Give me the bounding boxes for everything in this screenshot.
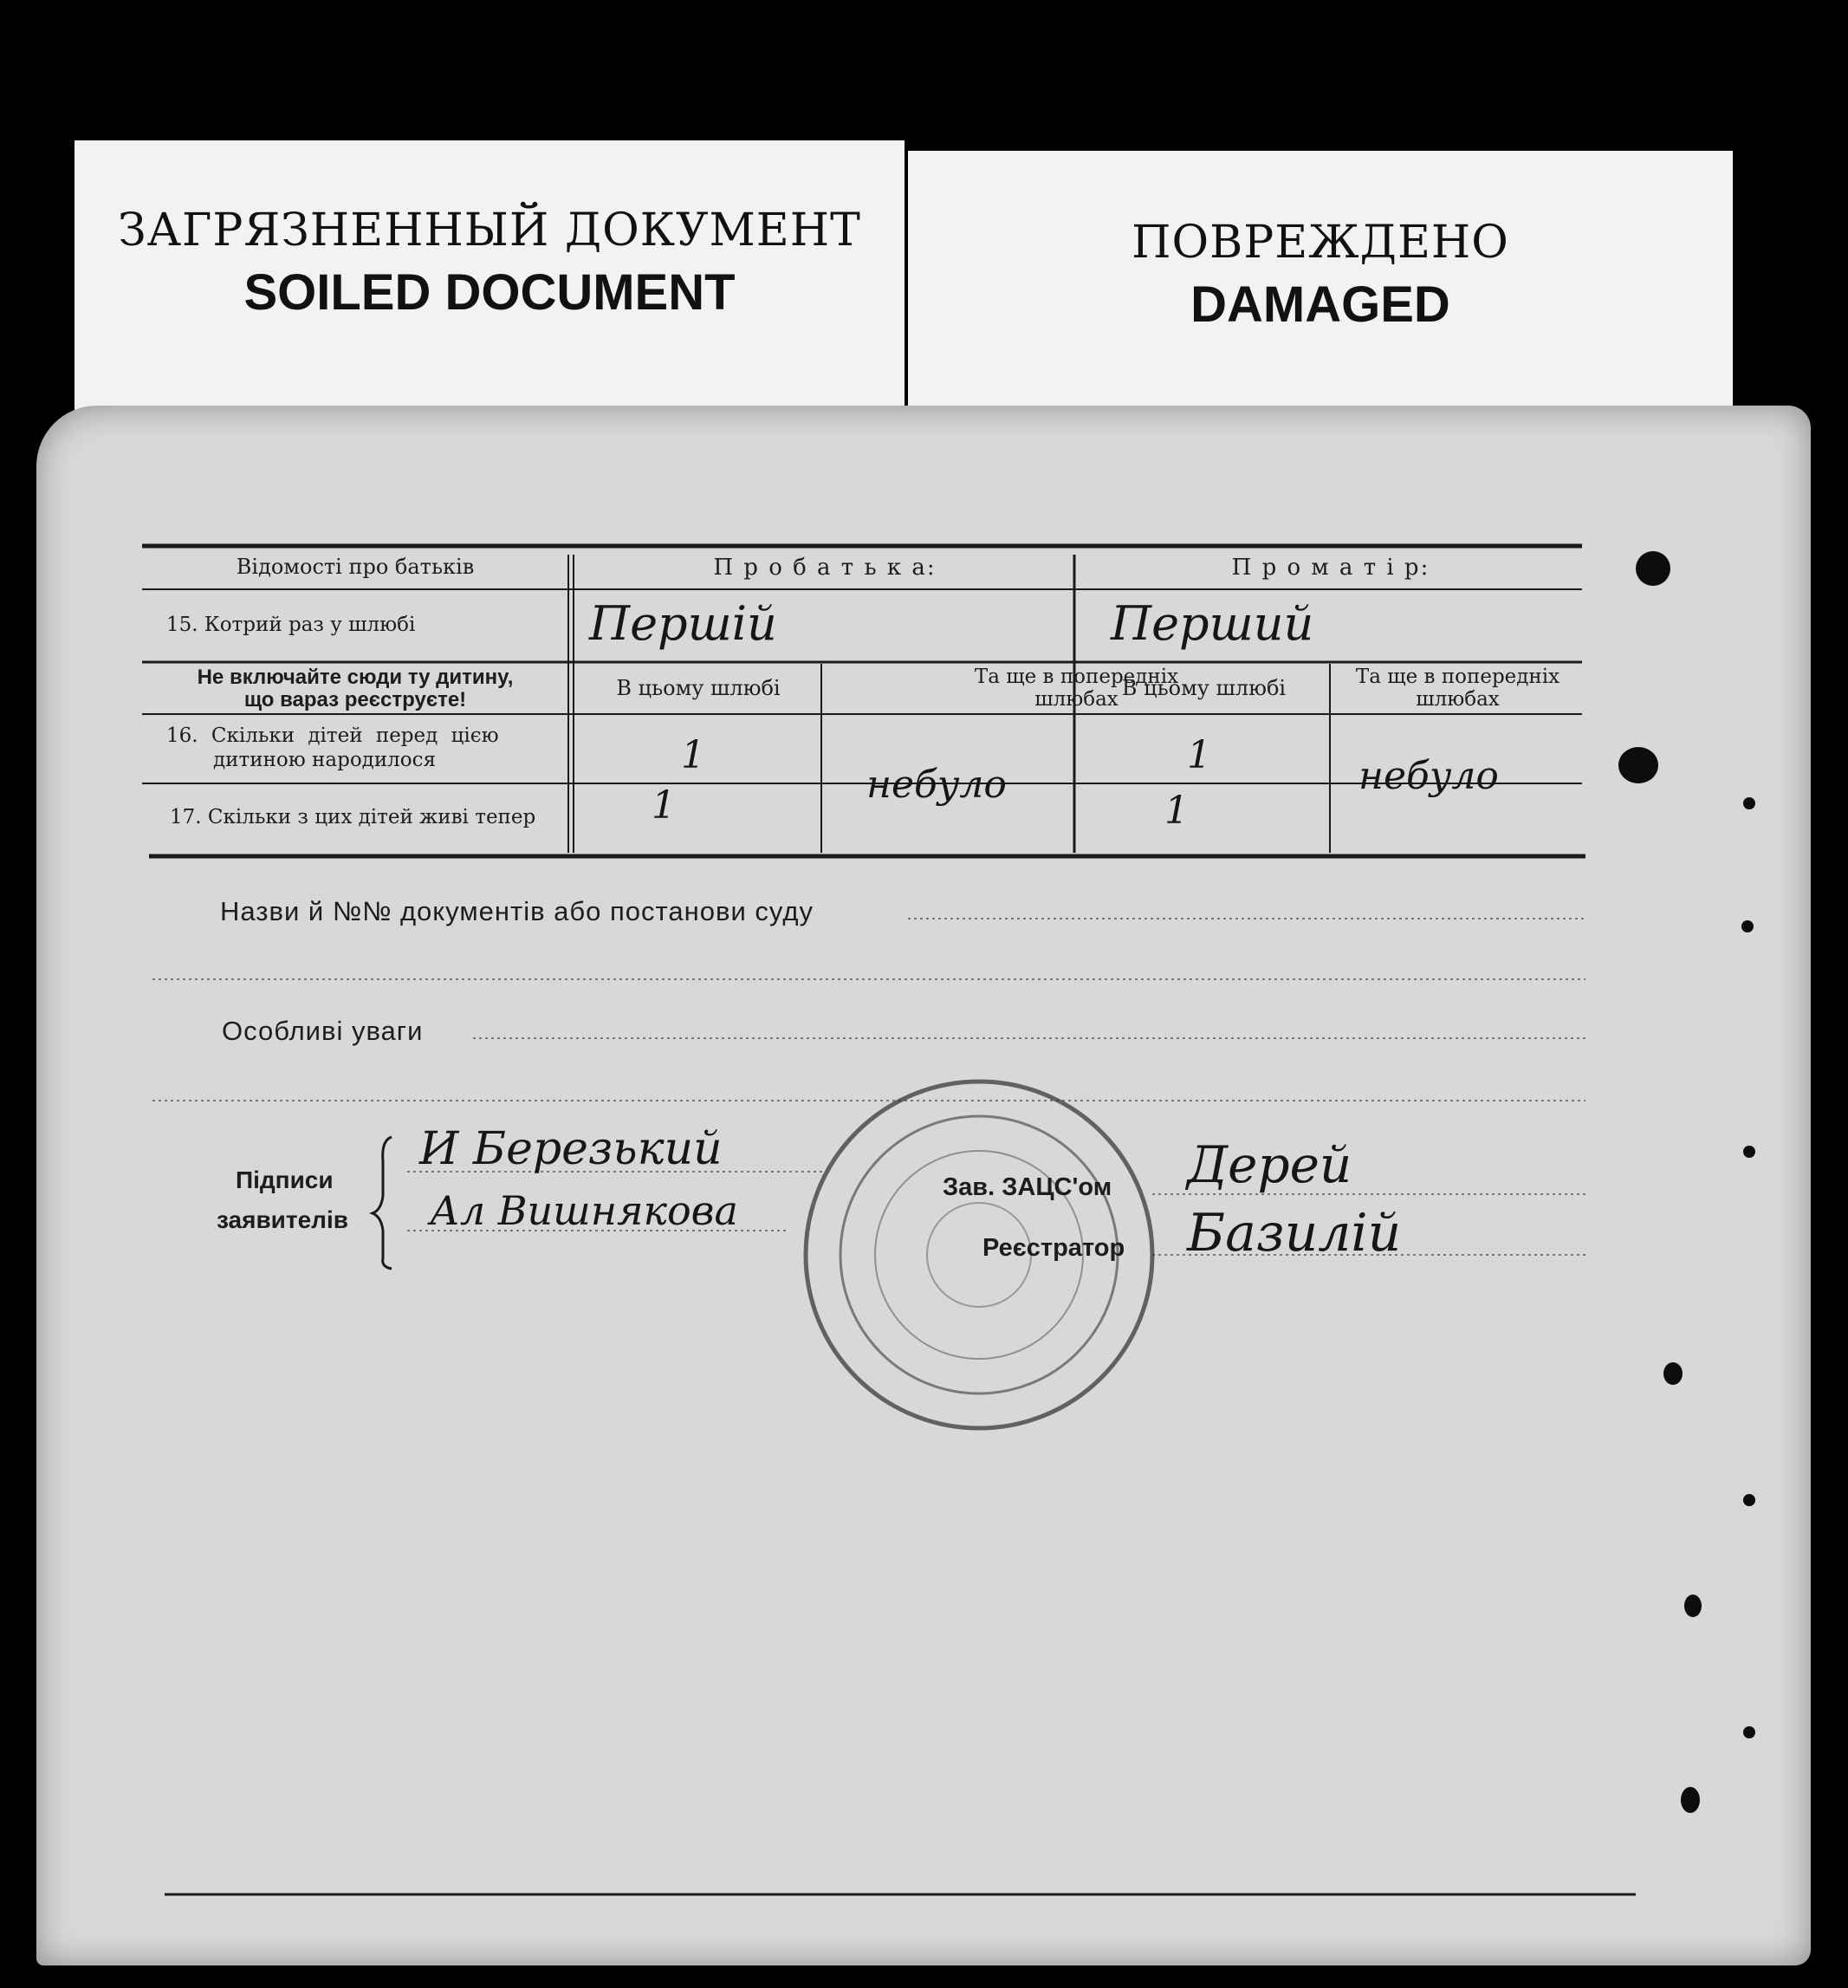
row16-mother-this: 1 bbox=[1187, 733, 1211, 777]
applicant-signature-1: И Березький bbox=[419, 1123, 723, 1175]
table-header-mother: П р о м а т і р: bbox=[1231, 555, 1430, 581]
registrar-signature: Базилій bbox=[1187, 1203, 1402, 1264]
table-header-father: П р о б а т ь к а: bbox=[713, 555, 937, 581]
row17-father-this: 1 bbox=[652, 783, 676, 828]
mother-prev-marriages-header-2: шлюбах bbox=[1416, 688, 1500, 711]
signatures-label-2: заявителів bbox=[217, 1206, 348, 1233]
mother-this-marriage-header: В цьому шлюбі bbox=[1121, 676, 1287, 700]
note-line-2: що вараз реєструєте! bbox=[243, 688, 467, 711]
row16-label-1: 16. Скільки дітей перед цією bbox=[166, 724, 499, 747]
damaged-label-en: DAMAGED bbox=[1190, 276, 1450, 333]
father-prev-marriages-header-1: Та ще в попередніх bbox=[974, 666, 1179, 688]
row17-mother-this: 1 bbox=[1164, 789, 1189, 833]
registrar-label: Реєстратор bbox=[982, 1234, 1125, 1262]
documents-label: Назви й №№ документів або постанови суду bbox=[220, 896, 814, 926]
soiled-label-en: SOILED DOCUMENT bbox=[243, 264, 736, 321]
row15-father-value: Першій bbox=[589, 596, 777, 651]
row17-label: 17. Скільки з цих дітей живі тепер bbox=[170, 806, 536, 828]
damaged-label-ru: ПОВРЕЖДЕНО bbox=[1131, 217, 1509, 269]
row16-father-this: 1 bbox=[681, 733, 705, 777]
table-header-parents-info: Відомості про батьків bbox=[236, 555, 475, 579]
row15-label: 15. Котрий раз у шлюбі bbox=[166, 614, 416, 636]
row16-mother-prev: небуло bbox=[1358, 754, 1499, 798]
applicant-signature-2: Ал Вишнякова bbox=[430, 1187, 738, 1234]
row15-mother-value: Перший bbox=[1111, 596, 1314, 651]
father-this-marriage-header: В цьому шлюбі bbox=[616, 676, 781, 700]
registry-head-label: Зав. ЗАЦС'ом bbox=[943, 1173, 1112, 1201]
row16-father-prev: небуло bbox=[866, 763, 1007, 807]
row16-label-2: дитиною народилося bbox=[213, 749, 437, 771]
soiled-label-ru: ЗАГРЯЗНЕННЫЙ ДОКУМЕНТ bbox=[118, 205, 861, 257]
note-line-1: Не включайте сюди ту дитину, bbox=[197, 666, 514, 689]
mother-prev-marriages-header-1: Та ще в попередніх bbox=[1355, 666, 1560, 688]
remarks-label: Особливі уваги bbox=[222, 1016, 424, 1046]
registry-head-signature: Дерей bbox=[1187, 1135, 1352, 1194]
father-prev-marriages-header-2: шлюбах bbox=[1034, 688, 1119, 711]
signatures-label-1: Підписи bbox=[236, 1166, 334, 1193]
